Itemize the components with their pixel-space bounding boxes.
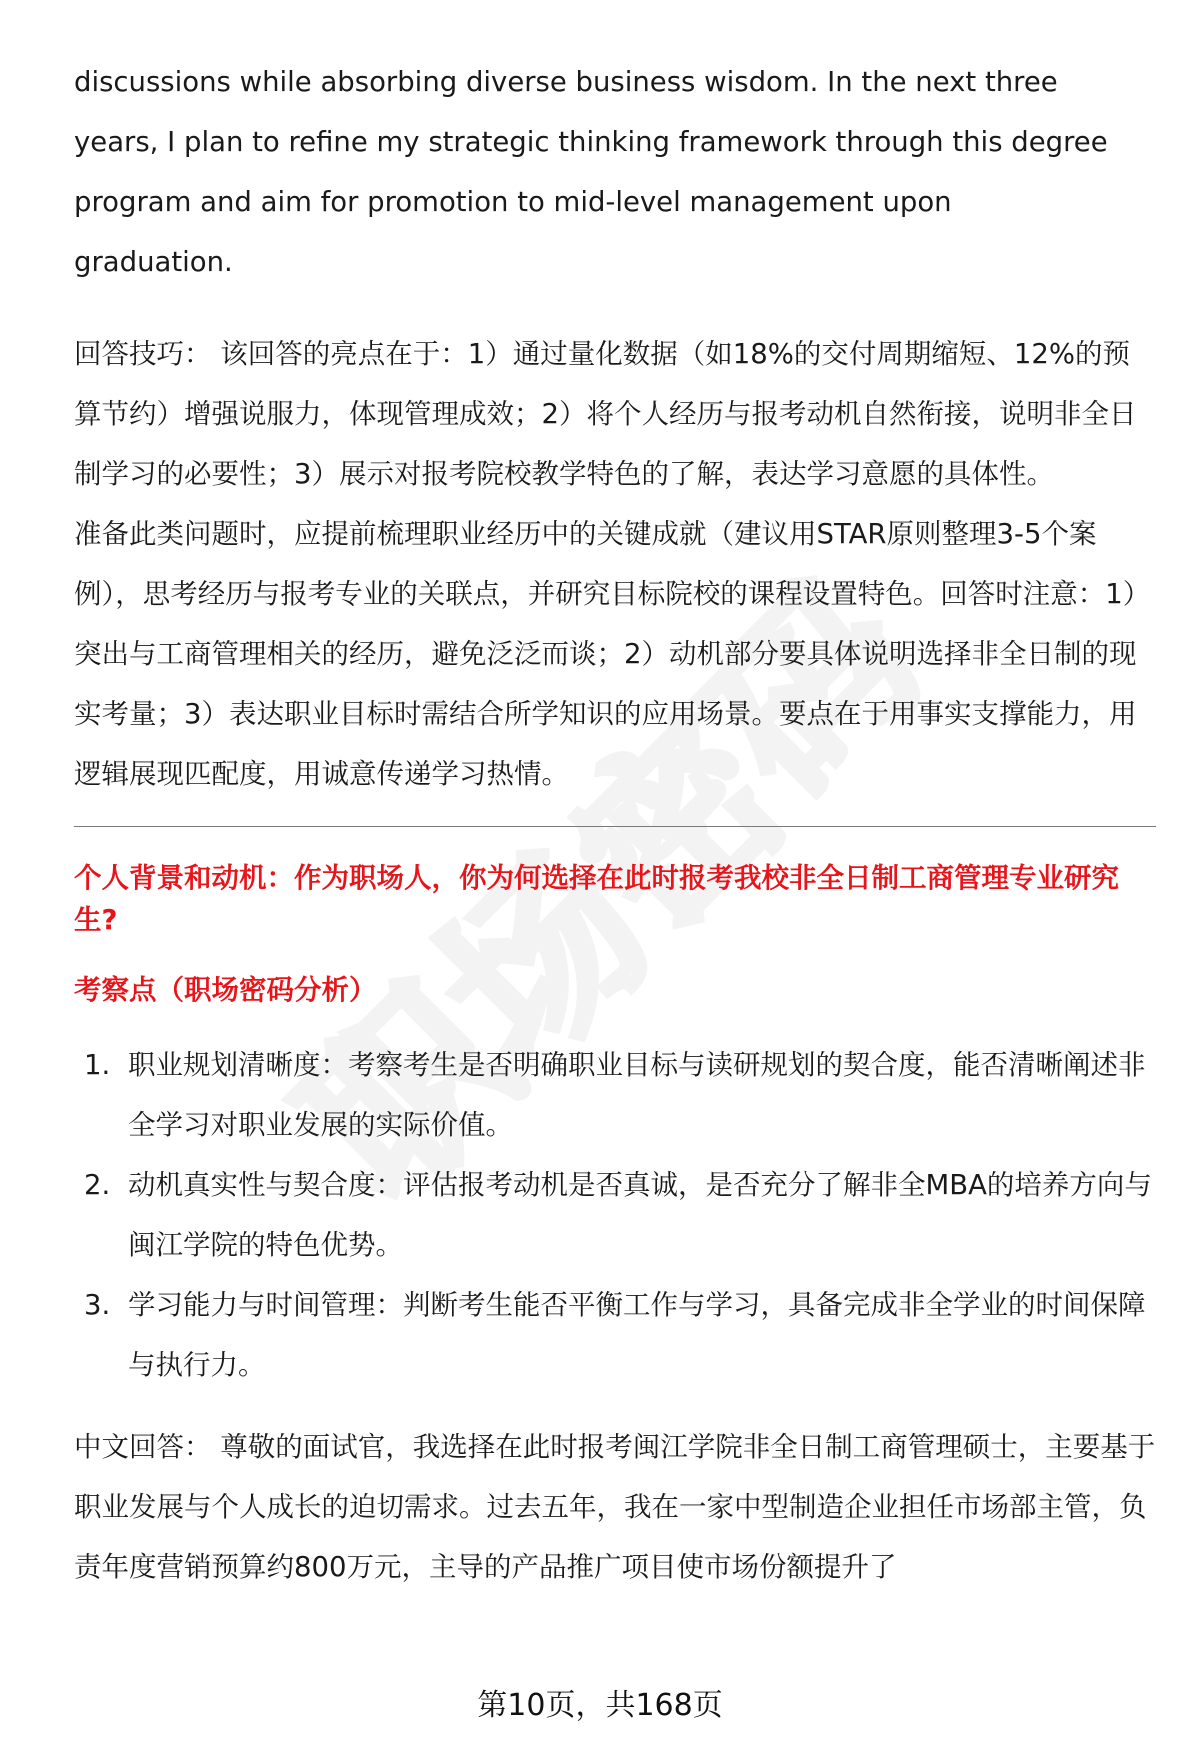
key-points-list	[74, 1035, 1156, 1395]
section-divider	[74, 826, 1156, 827]
list-item-number: 1.	[84, 1049, 111, 1081]
list-item	[74, 1155, 1156, 1275]
list-item	[74, 1275, 1156, 1395]
document-page	[74, 52, 1156, 1597]
list-item	[74, 1035, 1156, 1155]
answer-tips-paragraph: 回答技巧： 该回答的亮点在于：1）通过量化数据（如18%的交付周期缩短、12%的预算节约）增强说服力，体现管理成效；2）将个人经历与报考动机自然衔接，说明非全日制学习的必要性；3）展示对报考院校教学特色的了解，表达学习意愿的具体性。	[74, 338, 1137, 490]
english-line: graduation.	[74, 246, 233, 278]
list-item-text: 动机真实性与契合度：评估报考动机是否真诚，是否充分了解非全MBA的培养方向与闽江学院的特色优势。	[128, 1169, 1152, 1261]
list-item-text: 职业规划清晰度：考察考生是否明确职业目标与读研规划的契合度，能否清晰阐述非全学习对职业发展的实际价值。	[128, 1049, 1146, 1141]
list-item-number: 3.	[84, 1289, 111, 1321]
english-answer-continuation	[74, 52, 1156, 292]
key-points-heading: 考察点（职场密码分析）	[74, 974, 377, 1006]
list-item-text: 学习能力与时间管理：判断考生能否平衡工作与学习，具备完成非全学业的时间保障与执行力。	[128, 1289, 1146, 1381]
page-number-footer: 第10页，共168页	[477, 1688, 723, 1723]
preparation-advice-paragraph: 准备此类问题时，应提前梳理职业经历中的关键成就（建议用STAR原则整理3-5个案例），思考经历与报考专业的关联点，并研究目标院校的课程设置特色。回答时注意：1）突出与工商管理相关的经历，避免泛泛而谈；2）动机部分要具体说明选择非全日制的现实考量；3）表达职业目标时需结合所学知识的应用场景。要点在于用事实支撑能力，用逻辑展现匹配度，用诚意传递学习热情。	[74, 518, 1151, 790]
list-item-number: 2.	[84, 1169, 111, 1201]
english-line: discussions while absorbing diverse business wisdom. In the next three	[74, 66, 1058, 98]
question-title: 个人背景和动机：作为职场人，你为何选择在此时报考我校非全日制工商管理专业研究生?	[74, 862, 1119, 936]
english-line: program and aim for promotion to mid-level management upon	[74, 186, 952, 218]
chinese-answer-paragraph: 中文回答： 尊敬的面试官，我选择在此时报考闽江学院非全日制工商管理硕士，主要基于职业发展与个人成长的迫切需求。过去五年，我在一家中型制造企业担任市场部主管，负责年度营销预算约800万元，主导的产品推广项目使市场份额提升了	[74, 1431, 1156, 1583]
english-line: years, I plan to refine my strategic thinking framework through this degree	[74, 126, 1108, 158]
